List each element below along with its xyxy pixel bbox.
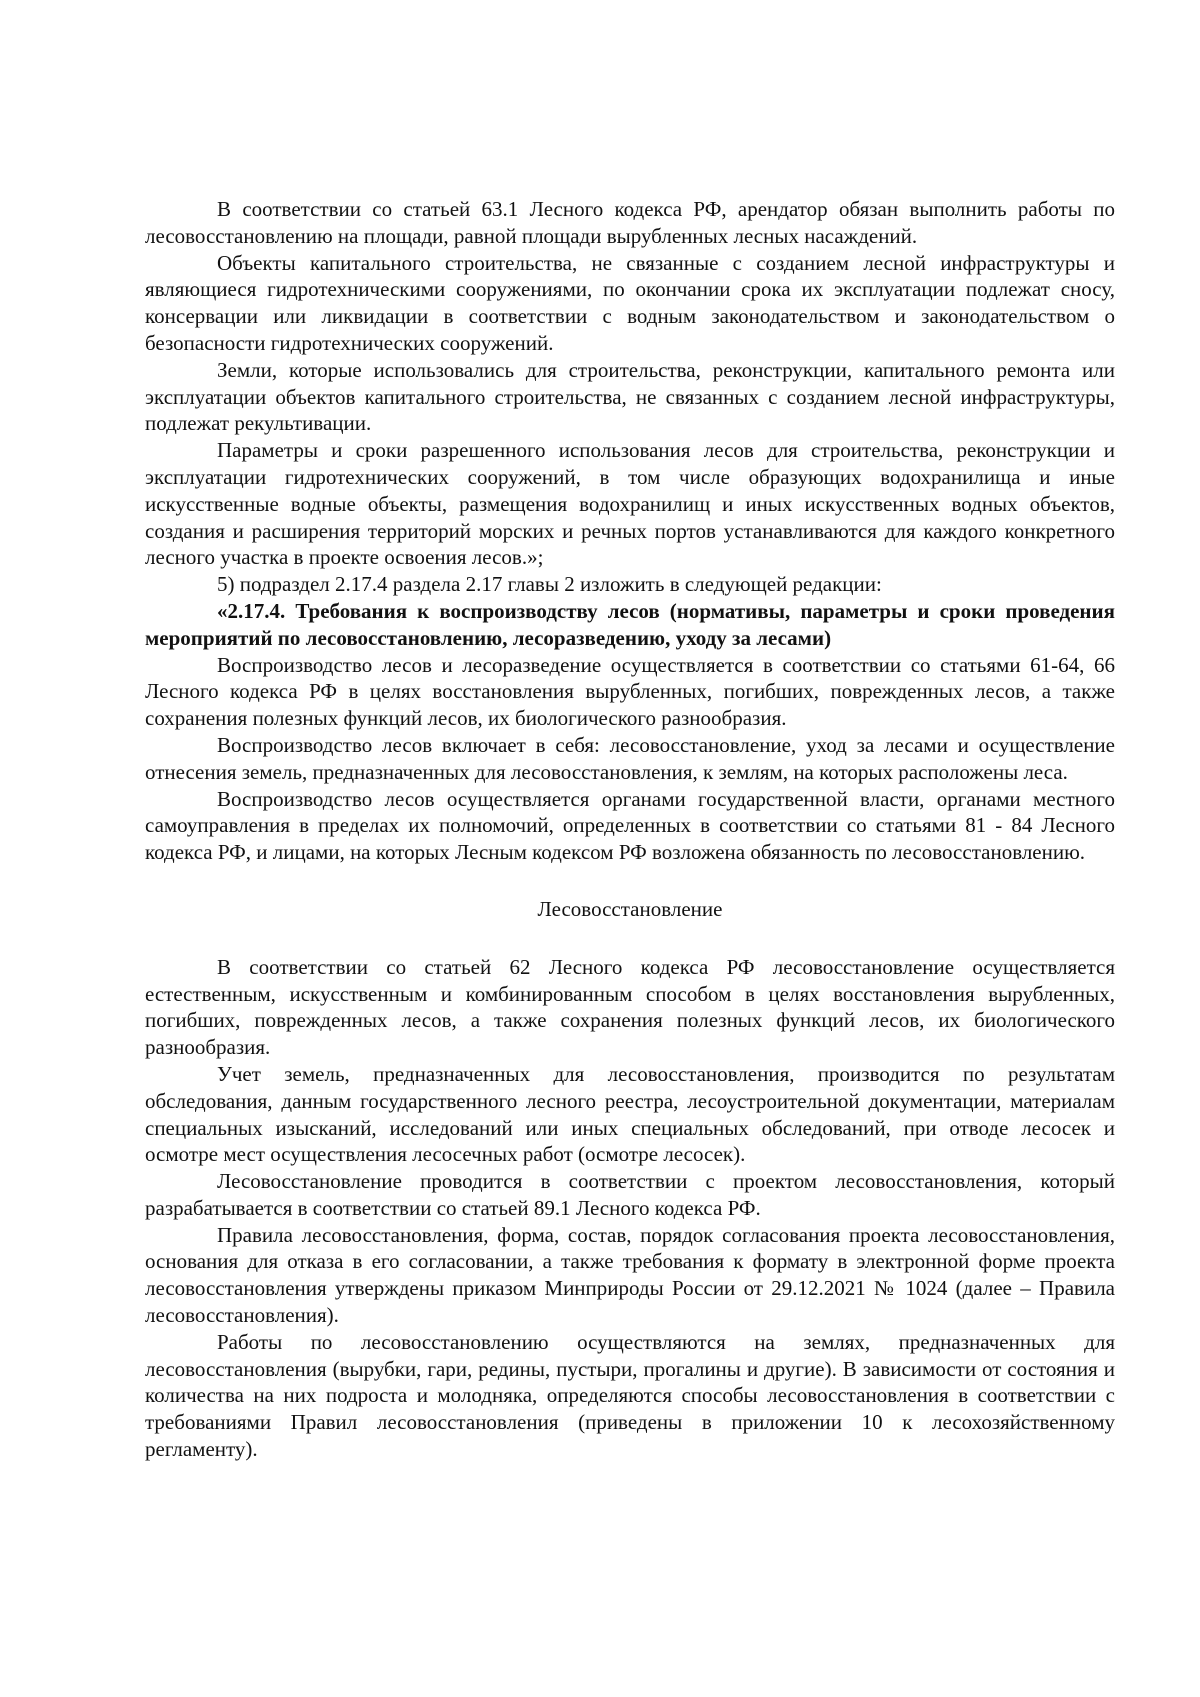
paragraph-reproduction-authorities: Воспроизводство лесов осуществляется органами государственной власти, органами местного самоуправления в пределах их полномочий, определенных в соответствии со статьями 81 - 84 Лесного кодекса РФ, и лицами, на которых Лесным кодексом РФ возложена обязанность по лесовосстановлению. xyxy=(145,786,1115,865)
paragraph-reforestation-rules: Правила лесовосстановления, форма, состав, порядок согласования проекта лесовосстановления, основания для отказа в его согласовании, а также требования к формату в электронной форме проекта лесовосстановления утверждены приказом Минприроды России от 29.12.2021 № 1024 (далее – Правила лесовосстановления). xyxy=(145,1222,1115,1328)
paragraph-hydro-parameters: Параметры и сроки разрешенного использования лесов для строительства, реконструкции и эксплуатации гидротехнических сооружений, в том числе образующих водохранилища и иные искусственные водные объекты, размещения водохранилищ и иных искусственных водных объектов, создания и расширения территорий морских и речных портов устанавливаются для каждого конкретного лесного участка в проекте освоения лесов.»; xyxy=(145,438,1115,570)
paragraph-reproduction-articles: Воспроизводство лесов и лесоразведение осуществляется в соответствии со статьями 61-64, 66 Лесного кодекса РФ в целях восстановления вырубленных, погибших, поврежденных лесов, а также сохранения полезных функций лесов, их биологического разнообразия. xyxy=(145,652,1115,731)
paragraph-capital-construction: Объекты капитального строительства, не связанные с созданием лесной инфраструктуры и являющиеся гидротехническими сооружениями, по окончании срока их эксплуатации подлежат сносу, консервации или ликвидации в соответствии с водным законодательством и законодательством о безопасности гидротехнических сооружений. xyxy=(145,250,1115,355)
paragraph-reforestation-works: Работы по лесовосстановлению осуществляются на землях, предназначенных для лесовосстановления (вырубки, гари, редины, пустыри, прогалины и другие). В зависимости от состояния и количества на них подроста и молодняка, определяются способы лесовосстановления в соответствии с требованиями Правил лесовосстановления (приведены в приложении 10 к лесохозяйственному регламенту). xyxy=(145,1329,1115,1462)
paragraph-article-62: В соответствии со статьей 62 Лесного кодекса РФ лесовосстановление осуществляется естественным, искусственным и комбинированным способом в целях восстановления вырубленных, погибших, поврежденных лесов, а также сохранения полезных функций лесов, их биологического разнообразия. xyxy=(145,954,1115,1060)
section-title-reforestation: Лесовосстановление xyxy=(537,896,723,921)
paragraph-amendment-item-5: 5) подраздел 2.17.4 раздела 2.17 главы 2 изложить в следующей редакции: xyxy=(217,572,882,597)
paragraph-reproduction-includes: Воспроизводство лесов включает в себя: лесовосстановление, уход за лесами и осуществление отнесения земель, предназначенных для лесовосстановления, к землям, на которых расположены леса. xyxy=(145,732,1115,784)
paragraph-article-63-1: В соответствии со статьей 63.1 Лесного кодекса РФ, арендатор обязан выполнить работы по лесовосстановлению на площади, равной площади вырубленных лесных насаждений. xyxy=(145,197,1115,248)
paragraph-land-recultivation: Земли, которые использовались для строительства, реконструкции, капитального ремонта или эксплуатации объектов капитального строительства, не связанных с созданием лесной инфраструктуры, подлежат рекультивации. xyxy=(145,357,1115,436)
subsection-heading-2-17-4: «2.17.4. Требования к воспроизводству лесов (нормативы, параметры и сроки проведения мероприятий по лесовосстановлению, лесоразведению, уходу за лесами) xyxy=(145,598,1115,650)
document-body xyxy=(145,196,1115,1463)
paragraph-reforestation-project: Лесовосстановление проводится в соответствии с проектом лесовосстановления, который разрабатывается в соответствии со статьей 89.1 Лесного кодекса РФ. xyxy=(145,1169,1115,1220)
paragraph-land-accounting: Учет земель, предназначенных для лесовосстановления, производится по результатам обследования, данным государственного лесного реестра, лесоустроительной документации, материалам специальных изысканий, исследований или иных специальных обследований, при отводе лесосек и осмотре мест осуществления лесосечных работ (осмотре лесосек). xyxy=(145,1061,1115,1167)
